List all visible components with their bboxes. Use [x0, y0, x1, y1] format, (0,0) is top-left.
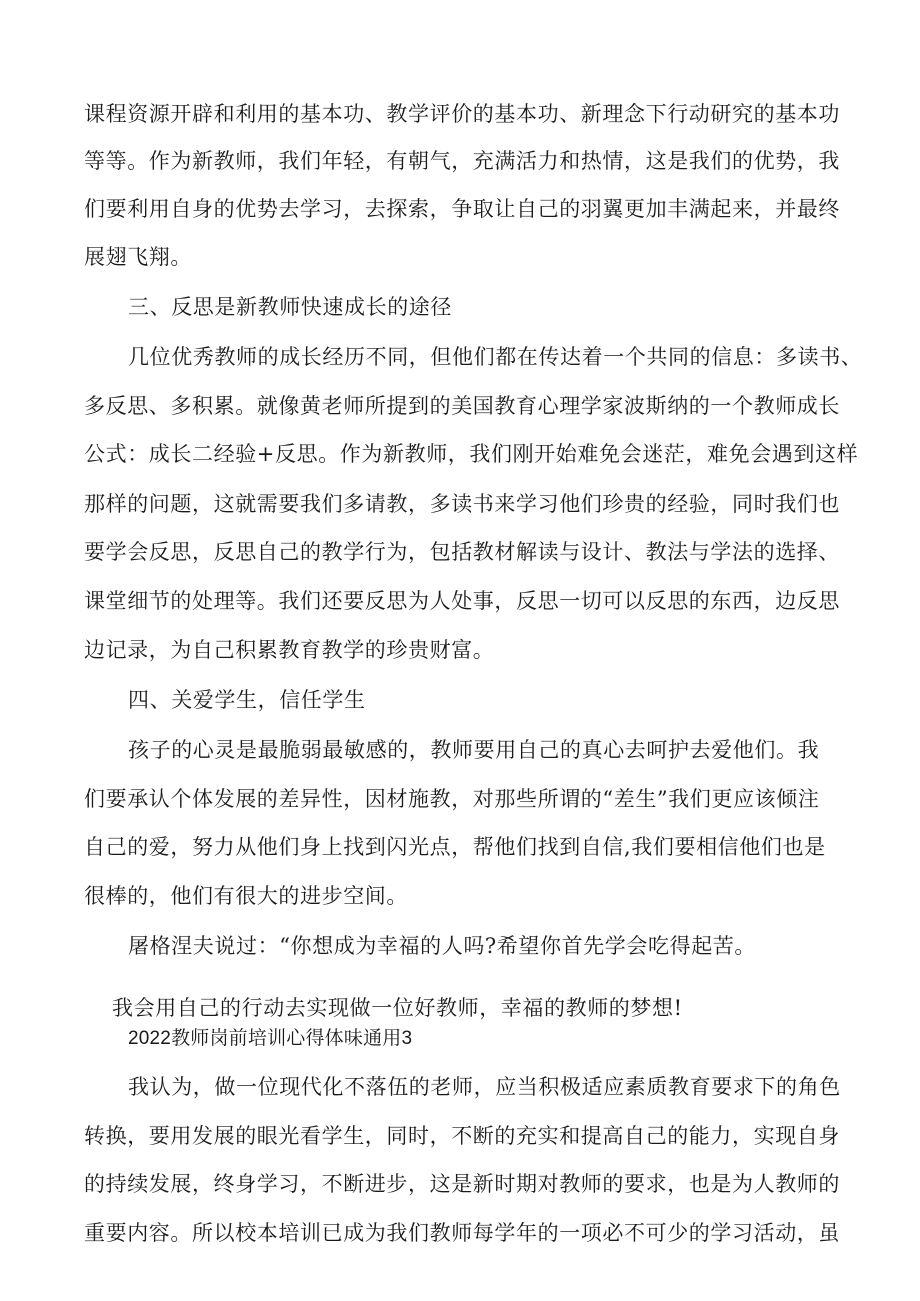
paragraph-line: 我认为，做一位现代化不落伍的老师，应当积极适应素质教育要求下的角色 — [128, 1075, 841, 1099]
paragraph-line: 们要承认个体发展的差异性，因材施教，对那些所谓的“差生”我们更应该倾注 — [84, 787, 820, 811]
paragraph-line: 课堂细节的处理等。我们还要反思为人处事，反思一切可以反思的东西，边反思 — [84, 589, 840, 613]
paragraph-line: 多反思、多积累。就像黄老师所提到的美国教育心理学家波斯纳的一个教师成长 — [84, 394, 840, 418]
paragraph-line: 课程资源开辟和利用的基本功、教学评价的基本功、新理念下行动研究的基本功 — [84, 102, 840, 126]
paragraph-line: 的持续发展，终身学习，不断进步，这是新时期对教师的要求，也是为人教师的 — [84, 1172, 840, 1196]
section-title: 2022教师岗前培训心得体味通用3 — [128, 1028, 413, 1049]
paragraph-line: 几位优秀教师的成长经历不同，但他们都在传达着一个共同的信息：多读书、 — [128, 345, 863, 369]
paragraph-line: 等等。作为新教师，我们年轻，有朝气，充满活力和热情，这是我们的优势，我 — [84, 149, 840, 173]
closing-line: 我会用自己的行动去实现做一位好教师，幸福的教师的梦想! — [112, 996, 683, 1020]
paragraph-line: 要学会反思，反思自己的教学行为，包括教材解读与设计、教法与学法的选择、 — [84, 540, 840, 564]
paragraph-line: 自己的爱，努力从他们身上找到闪光点，帮他们找到自信,我们要相信他们也是 — [84, 835, 826, 859]
quote-line: 屠格涅夫说过：“你想成为幸福的人吗?希望你首先学会吃得起苦。 — [128, 934, 756, 958]
paragraph-line: 转换，要用发展的眼光看学生，同时，不断的充实和提高自己的能力，实现自身 — [84, 1124, 840, 1148]
paragraph-line: 那样的问题，这就需要我们多请教，多读书来学习他们珍贵的经验，同时我们也 — [84, 492, 840, 516]
section-heading-care: 四、关爱学生，信任学生 — [128, 688, 366, 712]
paragraph-line: 重要内容。所以校本培训已成为我们教师每学年的一项必不可少的学习活动，虽 — [84, 1221, 840, 1245]
section-heading-reflection: 三、反思是新教师快速成长的途径 — [128, 295, 452, 319]
paragraph-line: 展翅飞翔。 — [84, 245, 192, 269]
paragraph-line: 边记录，为自己积累教育教学的珍贵财富。 — [84, 638, 495, 662]
paragraph-line: 们要利用自身的优势去学习，去探索，争取让自己的羽翼更加丰满起来，并最终 — [84, 197, 840, 221]
paragraph-line: 孩子的心灵是最脆弱最敏感的，教师要用自己的真心去呵护去爱他们。我 — [128, 738, 820, 762]
paragraph-line: 公式：成长二经验+反思。作为新教师，我们刚开始难免会迷茫，难免会遇到这样 — [84, 442, 859, 466]
paragraph-line: 很棒的，他们有很大的进步空间。 — [84, 884, 408, 908]
